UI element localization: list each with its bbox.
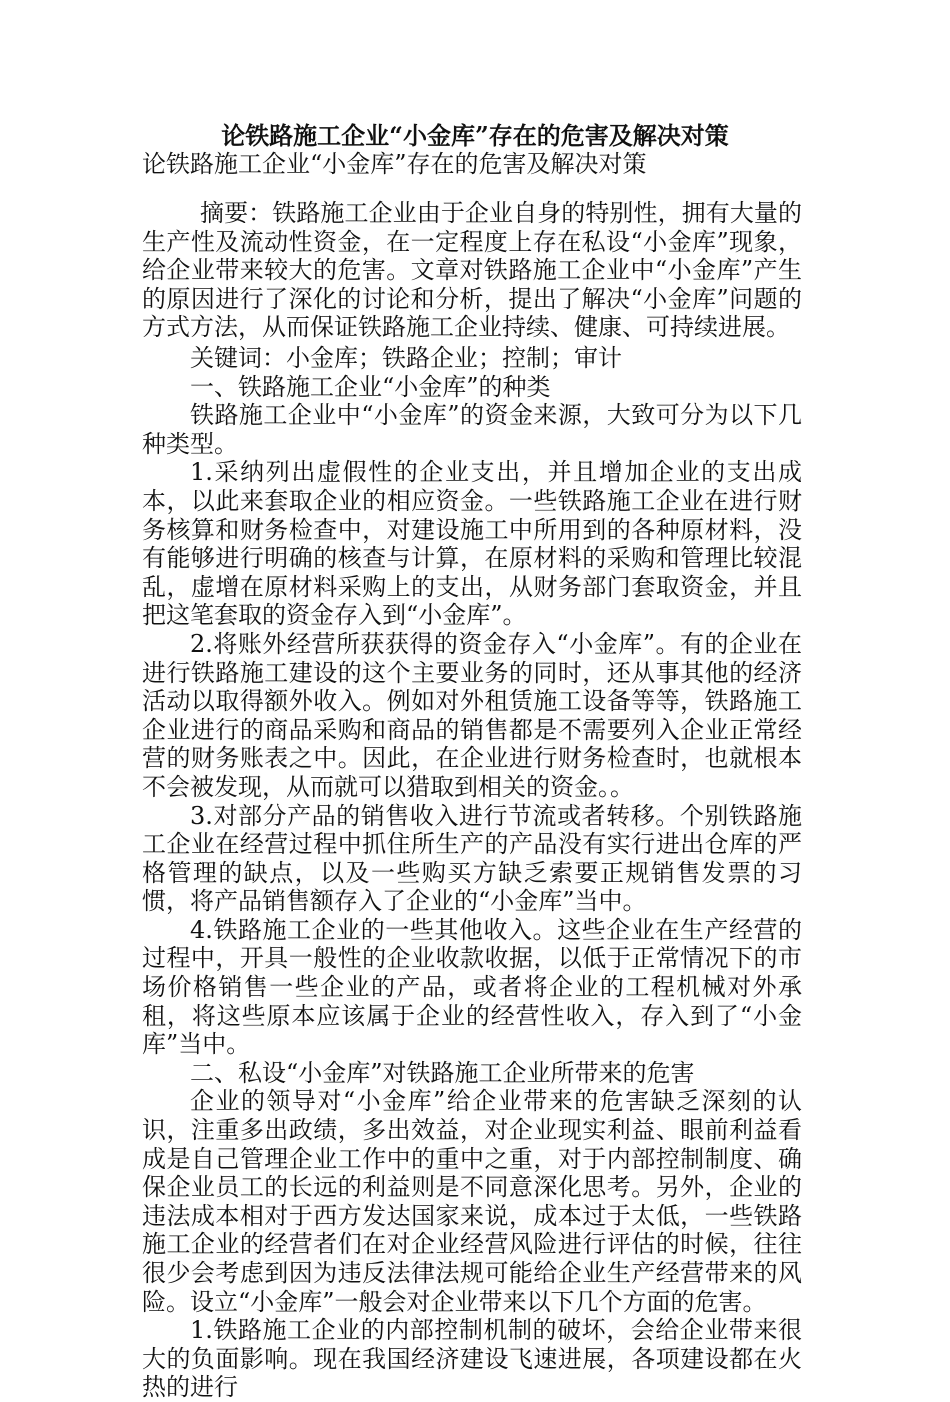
section-heading-1: 一、铁路施工企业“小金库”的种类 bbox=[190, 372, 551, 401]
document-body bbox=[142, 344, 802, 1402]
body-paragraph: 1.采纳列出虚假性的企业支出，并且增加企业的支出成本，以此来套取企业的相应资金。一些铁路施工企业在进行财务核算和财务检查中，对建设施工中所用到的各种原材料，没有能够进行明确的核查与计算，在原材料的采购和管理比较混乱，虚增在原材料采购上的支出，从财务部门套取资金，并且把这笔套取的资金存入到“小金库”。 bbox=[142, 458, 802, 630]
body-paragraph: 1.铁路施工企业的内部控制机制的破坏，会给企业带来很大的负面影响。现在我国经济建设飞速进展，各项建设都在火热的进行 bbox=[142, 1316, 802, 1402]
body-paragraph: 企业的领导对“小金库”给企业带来的危害缺乏深刻的认识，注重多出政绩，多出效益，对企业现实利益、眼前利益看成是自己管理企业工作中的重中之重，对于内部控制制度、确保企业员工的长远的利益则是不同意深化思考。另外，企业的违法成本相对于西方发达国家来说，成本过于太低，一些铁路施工企业的经营者们在对企业经营风险进行评估的时候，往往很少会考虑到因为违反法律法规可能给企业生产经营带来的风险。设立“小金库”一般会对企业带来以下几个方面的危害。 bbox=[142, 1087, 802, 1316]
section-heading-2: 二、私设“小金库”对铁路施工企业所带来的危害 bbox=[190, 1058, 695, 1087]
document-subtitle: 论铁路施工企业“小金库”存在的危害及解决对策 bbox=[142, 150, 647, 178]
document-title: 论铁路施工企业“小金库”存在的危害及解决对策 bbox=[221, 121, 729, 150]
body-paragraph: 3.对部分产品的销售收入进行节流或者转移。个别铁路施工企业在经营过程中抓住所生产的产品没有实行进出仓库的严格管理的缺点，以及一些购买方缺乏索要正规销售发票的习惯，将产品销售额存入了企业的“小金库”当中。 bbox=[142, 801, 802, 916]
keywords-line: 关键词：小金库；铁路企业；控制；审计 bbox=[190, 344, 622, 372]
abstract-paragraph: 摘要：铁路施工企业由于企业自身的特别性，拥有大量的生产性及流动性资金，在一定程度上存在私设“小金库”现象，给企业带来较大的危害。文章对铁路施工企业中“小金库”产生的原因进行了深化的讨论和分析，提出了解决“小金库”问题的方式方法，从而保证铁路施工企业持续、健康、可持续进展。 bbox=[142, 199, 802, 342]
body-paragraph: 2.将账外经营所获获得的资金存入“小金库”。有的企业在进行铁路施工建设的这个主要业务的同时，还从事其他的经济活动以取得额外收入。例如对外租赁施工设备等等，铁路施工企业进行的商品采购和商品的销售都是不需要列入企业正常经营的财务账表之中。因此，在企业进行财务检查时，也就根本不会被发现，从而就可以猎取到相关的资金。。 bbox=[142, 629, 802, 801]
body-paragraph: 铁路施工企业中“小金库”的资金来源，大致可分为以下几种类型。 bbox=[142, 401, 802, 458]
body-paragraph: 4.铁路施工企业的一些其他收入。这些企业在生产经营的过程中，开具一般性的企业收款收据，以低于正常情况下的市场价格销售一些企业的产品，或者将企业的工程机械对外承租，将这些原本应该属于企业的经营性收入，存入到了“小金库”当中。 bbox=[142, 915, 802, 1059]
